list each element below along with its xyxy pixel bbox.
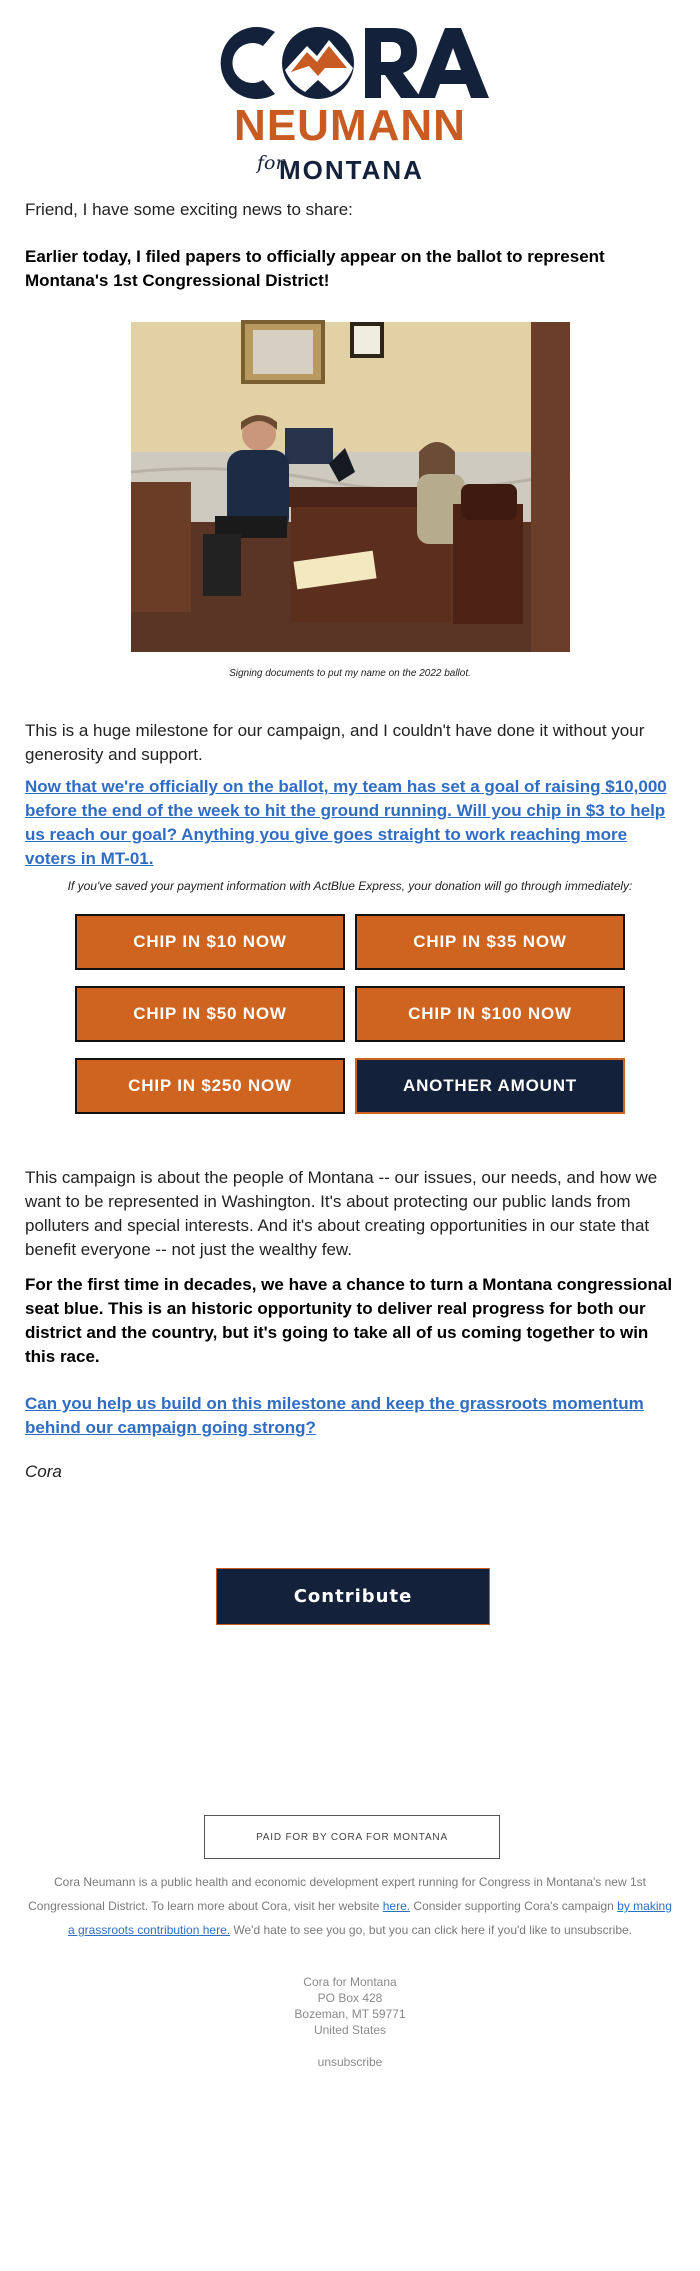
footer-bio-a: Cora Neumann is a public health and economic development expert running for Congress in Montana's new 1st Congressional District. To learn more about Cora, visit her website (28, 1875, 646, 1913)
cora-wordmark-graphic (205, 5, 495, 108)
unsubscribe-wrapper (0, 2054, 700, 2070)
body-paragraph-3 (25, 1392, 675, 1440)
address-line: Bozeman, MT 59771 (294, 2007, 406, 2021)
campaign-logo (205, 5, 495, 185)
body-paragraph-1: This campaign is about the people of Montana -- our issues, our needs, and how we want to be represented in Washington. It's about protecting our public lands from polluters and special interests. And it's about creating opportunities in our state that benefit everyone -- not just the wealthy few. (25, 1168, 658, 1259)
footer-bio-c: We'd hate to see you go, but you can click here if you'd like to unsubscribe. (233, 1923, 633, 1937)
filing-photo (131, 322, 570, 652)
milestone-text: This is a huge milestone for our campaign, and I couldn't have done it without your generosity and support. (25, 721, 645, 764)
another-amount-button[interactable]: ANOTHER AMOUNT (355, 1058, 625, 1114)
chip-in-100-button[interactable]: CHIP IN $100 NOW (355, 986, 625, 1042)
chip-in-250-button[interactable]: CHIP IN $250 NOW (75, 1058, 345, 1114)
ask-paragraph (25, 775, 675, 871)
logo-line1: CORA (205, 5, 252, 22)
grassroots-contribution-link[interactable]: by making a grassroots contribution here. (67, 1899, 672, 1937)
unsubscribe-link[interactable]: unsubscribe (317, 2055, 383, 2069)
signature: Cora (25, 1462, 62, 1481)
paid-for-disclaimer: PAID FOR BY CORA FOR MONTANA (204, 1815, 500, 1859)
address-line: United States (313, 2023, 387, 2037)
footer-bio (25, 1870, 675, 1942)
website-link[interactable]: here. (382, 1899, 411, 1913)
logo-for: for (257, 152, 285, 174)
chip-in-50-button[interactable]: CHIP IN $50 NOW (75, 986, 345, 1042)
chip-in-10-button[interactable]: CHIP IN $10 NOW (75, 914, 345, 970)
actblue-note: If you've saved your payment information with ActBlue Express, your donation will go through immediately: (67, 879, 633, 893)
headline-text: Earlier today, I filed papers to officially appear on the ballot to represent Montana's 1st Congressional District! (25, 247, 605, 290)
logo-line2: NEUMANN (234, 101, 466, 150)
chip-in-35-button[interactable]: CHIP IN $35 NOW (355, 914, 625, 970)
mailing-address (0, 1974, 700, 2038)
contribute-button[interactable]: Contribute (216, 1568, 490, 1625)
photo-caption: Signing documents to put my name on the 2022 ballot. (229, 668, 471, 679)
footer-bio-b: Consider supporting Cora's campaign (413, 1899, 614, 1913)
momentum-donate-link[interactable]: Can you help us build on this milestone and keep the grassroots momentum behind our campaign going strong? (25, 1394, 644, 1437)
intro-text: Friend, I have some exciting news to share: (25, 200, 353, 219)
ask-donate-link[interactable]: Now that we're officially on the ballot, my team has set a goal of raising $10,000 before the end of the week to hit the ground running. Will you chip in $3 to help us reach our goal? Anything you give goes straight to work reaching more voters in MT-01. (25, 777, 667, 868)
body-paragraph-2: For the first time in decades, we have a chance to turn a Montana congressional seat blue. This is an historic opportunity to deliver real progress for both our district and the country, but it's going to take all of us coming together to win this race. (25, 1275, 673, 1366)
logo-line3: MONTANA (279, 155, 424, 185)
address-line: PO Box 428 (317, 1991, 383, 2005)
address-line: Cora for Montana (303, 1975, 397, 1989)
